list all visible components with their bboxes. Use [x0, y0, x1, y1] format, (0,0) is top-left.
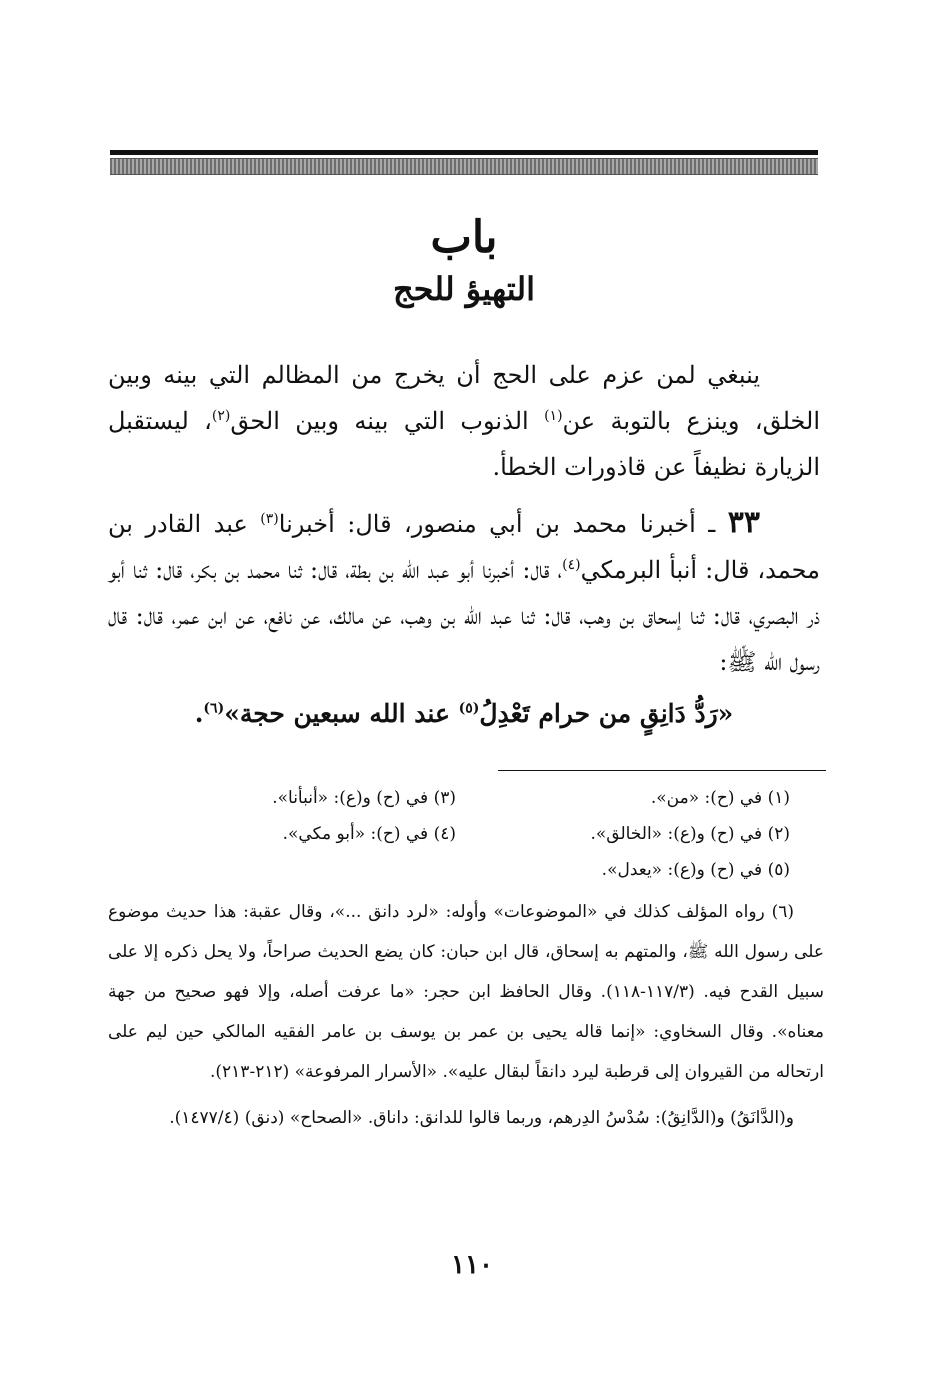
- footnote-ref-3: (٣): [260, 511, 279, 527]
- body-text: [108, 352, 820, 737]
- footnotes: [108, 780, 824, 1138]
- footnote-2: (٢) في (ح) و(ع): «الخالق».: [590, 824, 790, 844]
- intro-text-2: الذنوب التي بينه وبين الحق: [230, 407, 545, 435]
- footnote-ref-2: (٢): [211, 408, 231, 424]
- intro-text-3: ، ليستقبل الزيارة نظيفاً عن قاذورات الخطأ.: [108, 407, 820, 481]
- footnote-1: (١) في (ح): «من».: [650, 788, 790, 808]
- hadith-quote-2: عند الله سبعين حجة»: [224, 699, 459, 728]
- chapter-title: باب: [430, 212, 498, 263]
- footnote-row-3: [108, 852, 824, 888]
- chapter-heading: [110, 210, 818, 312]
- hadith-number: ٣٣: [727, 505, 760, 540]
- footnote-ref-6: (٦): [203, 700, 225, 717]
- page-number: ١١٠: [451, 1250, 493, 1280]
- footnote-separator: [498, 770, 826, 771]
- hadith-paragraph: [108, 500, 820, 685]
- footnote-3: (٣) في (ح) و(ع): «أنبأنا».: [272, 788, 456, 808]
- intro-paragraph: [108, 352, 820, 490]
- footnote-ref-4: (٤): [562, 557, 581, 573]
- intro-text-1: ينبغي لمن عزم على الحج أن يخرج من المظالم التي بينه وبين الخلق، وينزع بالتوبة عن: [108, 361, 821, 435]
- hadith-text-3: ، قال: أخبرنا أبو عبد الله بن بطة، قال: ثنا محمد بن بكر، قال: ثنا أبو ذر البصري، قال: ثنا إسحاق بن وهب، قال: ثنا عبد الله بن وهب، عن مالك، عن نافع، عن ابن عمر، قال: قال رسول الله ﷺ:: [108, 556, 820, 676]
- hadith-quote-end: .: [194, 699, 204, 728]
- header-rule-thick: [110, 158, 818, 175]
- hadith-text-1: ـ أخبرنا محمد بن أبي منصور، قال: أخبرنا: [278, 510, 728, 538]
- chapter-subtitle: التهيؤ للحج: [392, 270, 536, 308]
- header-rule-thin: [110, 150, 818, 155]
- hadith-quote-1: «رَدُّ دَانِقٍ من حرام تَعْدِلُ: [479, 699, 734, 728]
- footnote-4: (٤) في (ح): «أبو مكي».: [282, 824, 456, 844]
- footnote-6-continued: و(الدَّانَقُ) و(الدَّانِقُ): سُدْسُ الدِرهم، وربما قالوا للدانق: داناق. «الصحاح» (دنق) (١٤٧٧/٤).: [169, 1108, 794, 1128]
- footnote-5: (٥) في (ح) و(ع): «يعدل».: [601, 860, 790, 880]
- footnote-ref-5: (٥): [458, 700, 480, 717]
- hadith-quote: [108, 691, 820, 737]
- footnote-row-1: [108, 780, 824, 816]
- header-rule: [110, 150, 818, 175]
- footnote-row-2: [108, 816, 824, 852]
- hadith-text-2: عبد القادر بن محمد، قال: أنبأ البرمكي: [108, 510, 820, 584]
- footnote-ref-1: (١): [544, 408, 563, 424]
- footnote-6: (٦) رواه المؤلف كذلك في «الموضوعات» وأوله: «لرد دانق ...»، وقال عقبة: هذا حديث موضوع على رسول الله ﷺ، والمتهم به إسحاق، قال ابن حبان: كان يضع الحديث صراحاً، ولا يحل ذكره إلا على سبيل القدح فيه. (١١٧/٣-١١٨). وقال الحافظ ابن حجر: «ما عرفت أصله، وإلا فهو صحيح من جهة معناه». وقال السخاوي: «إنما قاله يحيى بن عمر بن يوسف بن عامر الفقيه المالكي حين ليم على ارتحاله من القيروان إلى قرطبة ليرد دانقاً لبقال عليه». «الأسرار المرفوعة» (٢١٢-٢١٣).: [108, 902, 825, 1082]
